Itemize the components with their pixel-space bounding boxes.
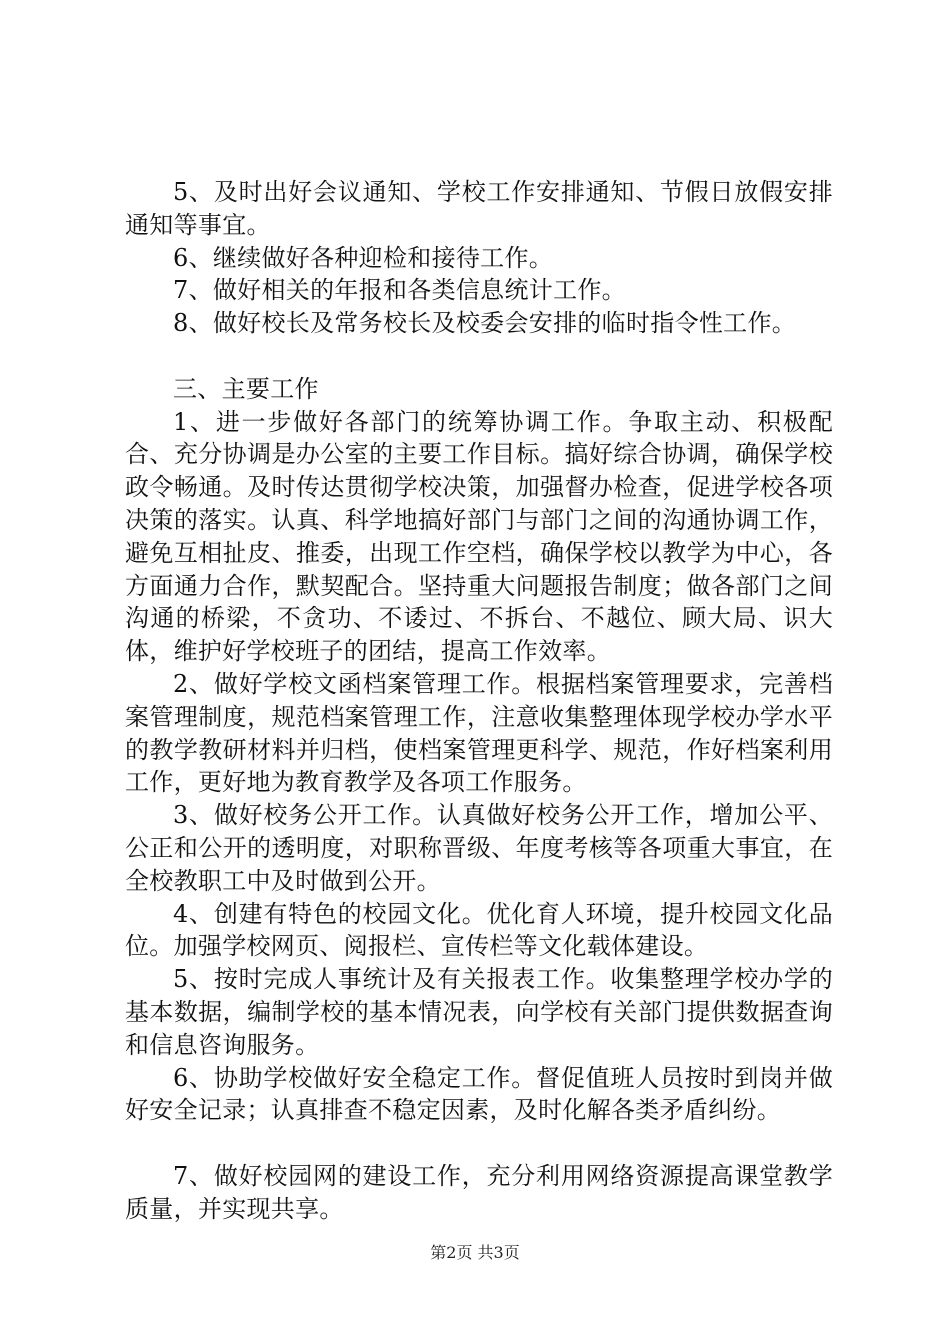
paragraph-notice-item-5: 5、及时出好会议通知、学校工作安排通知、节假日放假安排通知等事宜。 <box>125 178 833 239</box>
paragraph-coordination-item-1: 1、进一步做好各部门的统筹协调工作。争取主动、积极配合、充分协调是办公室的主要工作目标。搞好综合协调，确保学校政令畅通。及时传达贯彻学校决策，加强督办检查，促进学校各项决策的落实。认真、科学地搞好部门与部门之间的沟通协调工作，避免互相扯皮、推委，出现工作空档，确保学校以教学为中心，各方面通力合作，默契配合。坚持重大问题报告制度；做各部门之间沟通的桥梁，不贪功、不诿过、不拆台、不越位、顾大局、识大体，维护好学校班子的团结，提高工作效率。 <box>125 407 833 666</box>
paragraph-spacer <box>125 1127 833 1160</box>
paragraph-personnel-stats-item-5: 5、按时完成人事统计及有关报表工作。收集整理学校办学的基本数据，编制学校的基本情况表，向学校有关部门提供数据查询和信息咨询服务。 <box>125 965 833 1059</box>
paragraph-temporary-work-item-8: 8、做好校长及常务校长及校委会安排的临时指令性工作。 <box>173 309 797 338</box>
paragraph-spacer <box>125 340 833 373</box>
paragraph-archives-item-2: 2、做好学校文函档案管理工作。根据档案管理要求，完善档案管理制度，规范档案管理工作，注意收集整理体现学校办学水平的教学教研材料并归档，使档案管理更科学、规范，作好档案利用工作，更好地为教育教学及各项工作服务。 <box>125 669 833 797</box>
paragraph-statistics-item-7: 7、做好相关的年报和各类信息统计工作。 <box>173 276 626 305</box>
paragraph-campus-culture-item-4: 4、创建有特色的校园文化。优化育人环境，提升校园文化品位。加强学校网页、阅报栏、宣传栏等文化载体建设。 <box>125 899 833 961</box>
paragraph-inspection-item-6: 6、继续做好各种迎检和接待工作。 <box>173 243 554 272</box>
paragraph-safety-item-6: 6、协助学校做好安全稳定工作。督促值班人员按时到岗并做好安全记录；认真排查不稳定因素，及时化解各类矛盾纠纷。 <box>125 1063 833 1125</box>
paragraph-campus-network-item-7: 7、做好校园网的建设工作，充分利用网络资源提高课堂教学质量，并实现共享。 <box>125 1161 833 1223</box>
paragraph-transparency-item-3: 3、做好校务公开工作。认真做好校务公开工作，增加公平、公正和公开的透明度，对职称晋级、年度考核等各项重大事宜，在全校教职工中及时做到公开。 <box>125 801 833 895</box>
section-heading-main-work: 三、主要工作 <box>173 374 319 403</box>
document-body <box>125 176 833 1226</box>
page-number-footer: 第2页 共3页 <box>430 1243 520 1262</box>
